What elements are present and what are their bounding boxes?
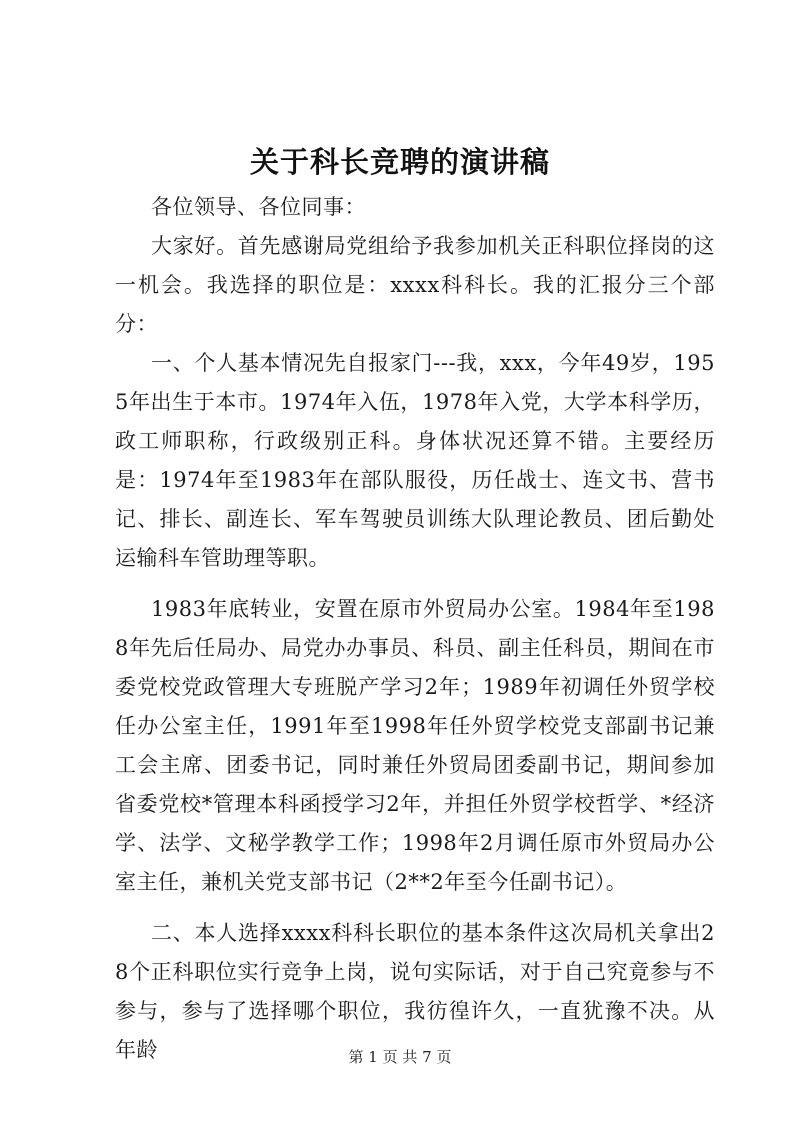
page-number-footer: 第 1 页 共 7 页 bbox=[348, 1048, 452, 1066]
opening-paragraph: 大家好。首先感谢局党组给予我参加机关正科职位择岗的这一机会。我选择的职位是：xxxx科科长。我的汇报分三个部分： bbox=[115, 234, 715, 336]
document-body bbox=[115, 188, 715, 1070]
salutation-paragraph: 各位领导、各位同事： bbox=[151, 195, 366, 219]
career-history-paragraph: 1983年底转业，安置在原市外贸局办公室。1984年至1988年先后任局办、局党办办事员、科员、副主任科员，期间在市委党校党政管理大专班脱产学习2年；1989年初调任外贸学校任办公室主任，1991年至1998年任外贸学校党支部副书记兼工会主席、团委书记，同时兼任外贸局团委副书记，期间参加省委党校*管理本科函授学习2年，并担任外贸学校哲学、*经济学、法学、文秘学教学工作；1998年2月调任原市外贸局办公室主任，兼机关党支部书记（2**2年至今任副书记）。 bbox=[115, 597, 715, 894]
personal-background-paragraph: 一、个人基本情况先自报家门---我，xxx，今年49岁，1955年出生于本市。1974年入伍，1978年入党，大学本科学历，政工师职称，行政级别正科。身体状况还算不错。主要经历是：1974年至1983年在部队服役，历任战士、连文书、营书记、排长、副连长、军车驾驶员训练大队理论教员、团后勤处运输科车管助理等职。 bbox=[115, 351, 715, 570]
position-choice-paragraph: 二、本人选择xxxx科科长职位的基本条件这次局机关拿出28个正科职位实行竞争上岗，说句实际话，对于自己究竟参与不参与，参与了选择哪个职位，我彷徨许久，一直犹豫不决。从年龄 bbox=[115, 921, 715, 1062]
document-title: 关于科长竞聘的演讲稿 bbox=[249, 145, 550, 179]
